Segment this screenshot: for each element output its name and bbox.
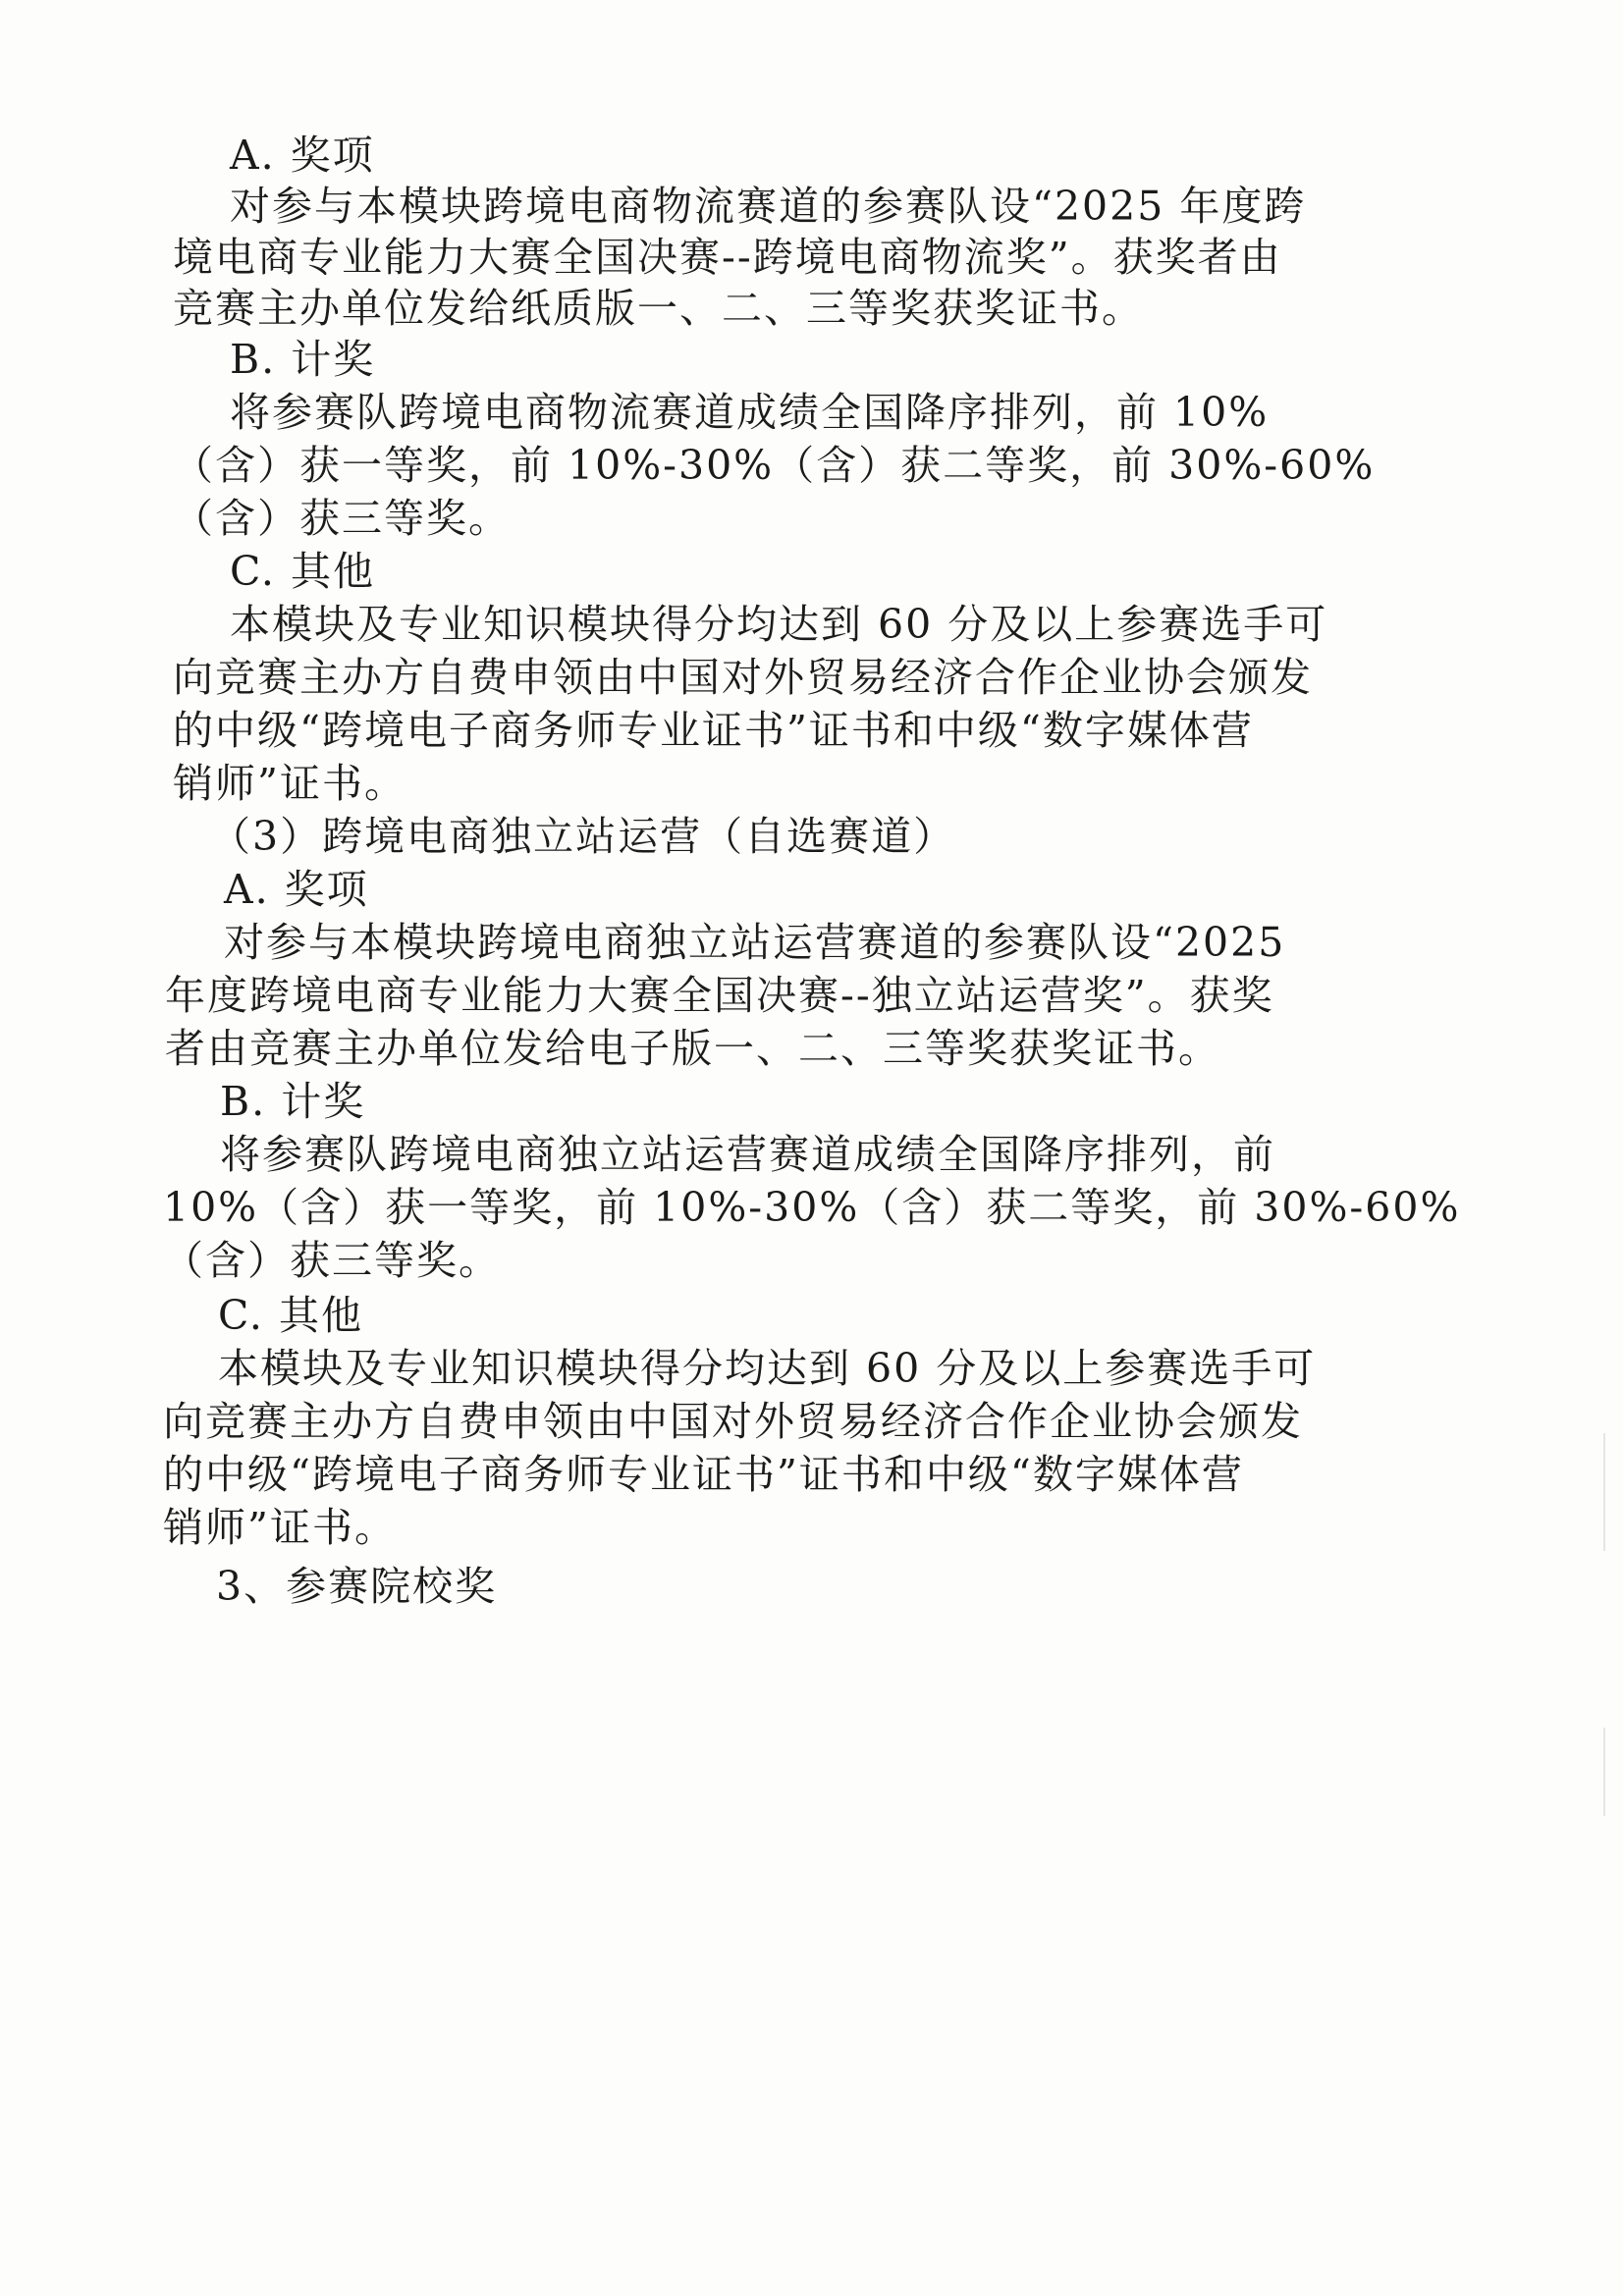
- section-c2-paragraph-line: 销师”证书。: [163, 1504, 397, 1551]
- section-c2-paragraph-line: 的中级“跨境电子商务师专业证书”证书和中级“数字媒体营: [163, 1451, 1244, 1498]
- section-c1-paragraph-line: 销师”证书。: [173, 760, 406, 807]
- section-a1-paragraph-line: 竞赛主办单位发给纸质版一、二、三等奖获奖证书。: [173, 285, 1144, 332]
- section-c1-paragraph-line: 本模块及专业知识模块得分均达到 60 分及以上参赛选手可: [230, 601, 1328, 648]
- section-b1-paragraph-line: （含）获一等奖，前 10%-30%（含）获二等奖，前 30%-60%: [173, 442, 1376, 489]
- section-b2-paragraph-line: （含）获三等奖。: [163, 1237, 501, 1284]
- section-b2-paragraph-line: 10%（含）获一等奖，前 10%-30%（含）获二等奖，前 30%-60%: [163, 1184, 1461, 1231]
- section-c1-heading: C. 其他: [230, 548, 375, 595]
- section-c1-paragraph-line: 向竞赛主办方自费申领由中国对外贸易经济合作企业协会颁发: [173, 654, 1313, 701]
- section-a2-paragraph-line: 年度跨境电商专业能力大赛全国决赛--独立站运营奖”。获奖: [165, 972, 1274, 1019]
- section-c2-paragraph-line: 本模块及专业知识模块得分均达到 60 分及以上参赛选手可: [218, 1345, 1317, 1392]
- section-c2-heading: C. 其他: [218, 1292, 363, 1339]
- scan-artifact: [1603, 1728, 1605, 1816]
- section-a1-paragraph-line: 对参与本模块跨境电商物流赛道的参赛队设“2025 年度跨: [230, 183, 1307, 230]
- scan-artifact: [1603, 1433, 1605, 1551]
- section-a2-heading: A. 奖项: [224, 866, 369, 913]
- section-a1-paragraph-line: 境电商专业能力大赛全国决赛--跨境电商物流奖”。获奖者由: [173, 234, 1282, 281]
- section-c2-paragraph-line: 向竞赛主办方自费申领由中国对外贸易经济合作企业协会颁发: [163, 1398, 1303, 1445]
- section-b1-heading: B. 计奖: [230, 336, 376, 383]
- item-3-heading: 3、参赛院校奖: [216, 1563, 498, 1610]
- section-c1-paragraph-line: 的中级“跨境电子商务师专业证书”证书和中级“数字媒体营: [173, 707, 1254, 754]
- section-b1-paragraph-line: （含）获三等奖。: [173, 495, 511, 542]
- section-b2-heading: B. 计奖: [220, 1078, 366, 1125]
- track-3-heading: （3）跨境电商独立站运营（自选赛道）: [210, 813, 956, 860]
- section-b1-paragraph-line: 将参赛队跨境电商物流赛道成绩全国降序排列，前 10%: [230, 389, 1270, 436]
- section-b2-paragraph-line: 将参赛队跨境电商独立站运营赛道成绩全国降序排列，前: [220, 1131, 1275, 1178]
- section-a2-paragraph-line: 者由竞赛主办单位发给电子版一、二、三等奖获奖证书。: [165, 1025, 1220, 1072]
- section-a1-heading: A. 奖项: [230, 132, 375, 179]
- section-a2-paragraph-line: 对参与本模块跨境电商独立站运营赛道的参赛队设“2025: [224, 919, 1286, 966]
